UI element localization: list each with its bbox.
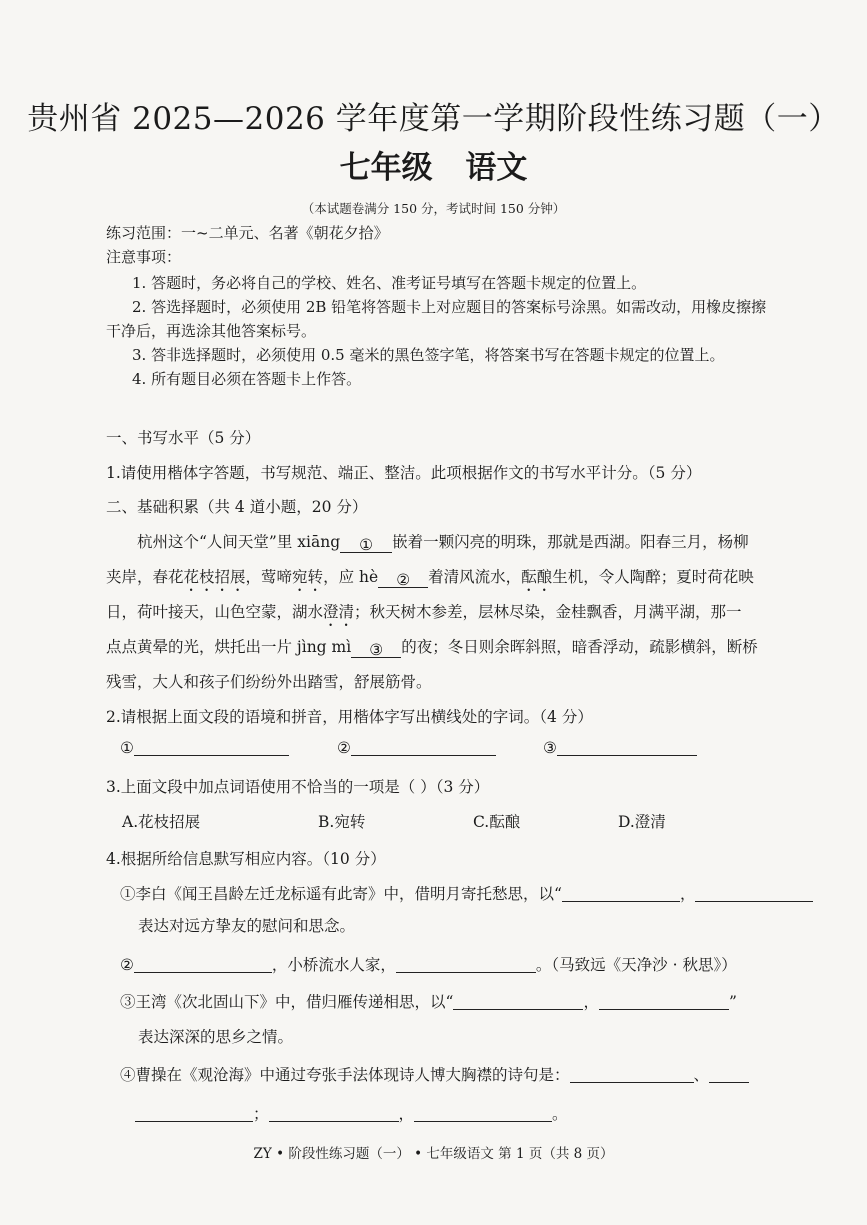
answer-blank[interactable]: [570, 1066, 694, 1083]
practice-scope: 练习范围：一~二单元、名著《朝花夕拾》: [106, 224, 389, 242]
passage-line: 杭州这个“人间天堂”里 xiāng ① 嵌着一颗闪亮的明珠，那就是西湖。阳春三月，杨柳: [137, 533, 749, 554]
notice-label: 注意事项：: [106, 248, 182, 266]
answer-blank[interactable]: [269, 1105, 399, 1122]
page-subtitle: 七年级 语文: [339, 150, 528, 186]
notice-item: 2. 答选择题时，必须使用 2B 铅笔将答题卡上对应题目的答案标号涂黑。如需改动，用橡皮擦擦: [132, 298, 767, 316]
dotted-word: 酝酿: [521, 568, 553, 586]
notice-item: 干净后，再选涂其他答案标号。: [106, 322, 317, 340]
blank-3: ③: [351, 641, 401, 658]
passage-line: 残雪，大人和孩子们纷纷外出踏雪，舒展筋骨。: [106, 673, 432, 691]
q4-item-1-cont: 表达对远方挚友的慰问和思念。: [138, 917, 356, 935]
dotted-word: 宛转: [292, 568, 324, 586]
question-4: 4.根据所给信息默写相应内容。（10 分）: [106, 850, 386, 868]
page-footer: ZY • 阶段性练习题（一） • 七年级语文 第 1 页（共 8 页）: [253, 1146, 614, 1162]
answer-blank[interactable]: [134, 739, 289, 756]
question-1: 1.请使用楷体字答题，书写规范、端正、整洁。此项根据作文的书写水平计分。（5 分）: [106, 464, 702, 482]
option-a[interactable]: A.花枝招展: [122, 813, 201, 831]
q4-item-3: ③王湾《次北固山下》中，借归雁传递相思，以“ ， ”: [120, 993, 737, 1011]
option-b[interactable]: B.宛转: [318, 813, 366, 831]
question-3: 3.上面文段中加点词语使用不恰当的一项是（ ）（3 分）: [106, 778, 490, 796]
q4-item-3-cont: 表达深深的思乡之情。: [138, 1028, 294, 1046]
answer-blank[interactable]: [709, 1066, 749, 1083]
answer-blank[interactable]: [134, 956, 272, 973]
answer-blank[interactable]: [135, 1105, 253, 1122]
q2-answer-1: ①: [120, 739, 289, 757]
section-heading: 一、书写水平（5 分）: [106, 429, 261, 447]
answer-blank[interactable]: [599, 993, 729, 1010]
q4-item-4: ④曹操在《观沧海》中通过夸张手法体现诗人博大胸襟的诗句是： 、: [120, 1063, 749, 1085]
passage-line: 点点黄晕的光，烘托出一片 jìng mì ③ 的夜；冬日则余晖斜照，暗香浮动，疏影横斜，断桥: [106, 638, 758, 659]
answer-blank[interactable]: [351, 739, 496, 756]
dotted-word: 澄清: [323, 603, 355, 621]
answer-blank[interactable]: [562, 885, 680, 902]
q2-answer-3: ③: [543, 739, 697, 757]
passage-line: 夹岸，春花花枝招展，莺啼宛转，应 hè ② 着清风流水，酝酿生机，令人陶醉；夏时荷花映: [106, 568, 754, 589]
passage-line: 日，荷叶接天，山色空蒙，湖水澄清；秋天树木参差，层林尽染，金桂飘香，月满平湖，那一: [106, 603, 742, 621]
q2-answer-2: ②: [337, 739, 496, 757]
score-note: （本试题卷满分 150 分，考试时间 150 分钟）: [301, 201, 566, 216]
notice-item: 4. 所有题目必须在答题卡上作答。: [132, 370, 362, 388]
option-c[interactable]: C.酝酿: [473, 813, 521, 831]
answer-blank[interactable]: [414, 1105, 552, 1122]
blank-2: ②: [378, 571, 428, 588]
q4-item-2: ② ，小桥流水人家， 。（马致远《天净沙 · 秋思》）: [120, 956, 737, 974]
question-2: 2.请根据上面文段的语境和拼音，用楷体字写出横线处的字词。（4 分）: [106, 708, 593, 726]
q4-item-1: ①李白《闻王昌龄左迁龙标遥有此寄》中，借明月寄托愁思，以“ ，: [120, 882, 813, 904]
dotted-word: 花枝招展: [183, 568, 246, 586]
answer-blank[interactable]: [396, 956, 536, 973]
answer-blank[interactable]: [453, 993, 583, 1010]
page-title: 贵州省 2025—2026 学年度第一学期阶段性练习题（一）: [27, 101, 840, 137]
notice-item: 3. 答非选择题时，必须使用 0.5 毫米的黑色签字笔，将答案书写在答题卡规定的位置上。: [132, 346, 725, 364]
notice-item: 1. 答题时，务必将自己的学校、姓名、准考证号填写在答题卡规定的位置上。: [132, 274, 647, 292]
section-heading: 二、基础积累（共 4 道小题，20 分）: [106, 498, 368, 516]
answer-blank[interactable]: [557, 739, 697, 756]
q4-item-4-cont: ； ， 。: [135, 1102, 568, 1124]
option-d[interactable]: D.澄清: [618, 813, 666, 831]
answer-blank[interactable]: [695, 885, 813, 902]
blank-1: ①: [340, 536, 392, 553]
